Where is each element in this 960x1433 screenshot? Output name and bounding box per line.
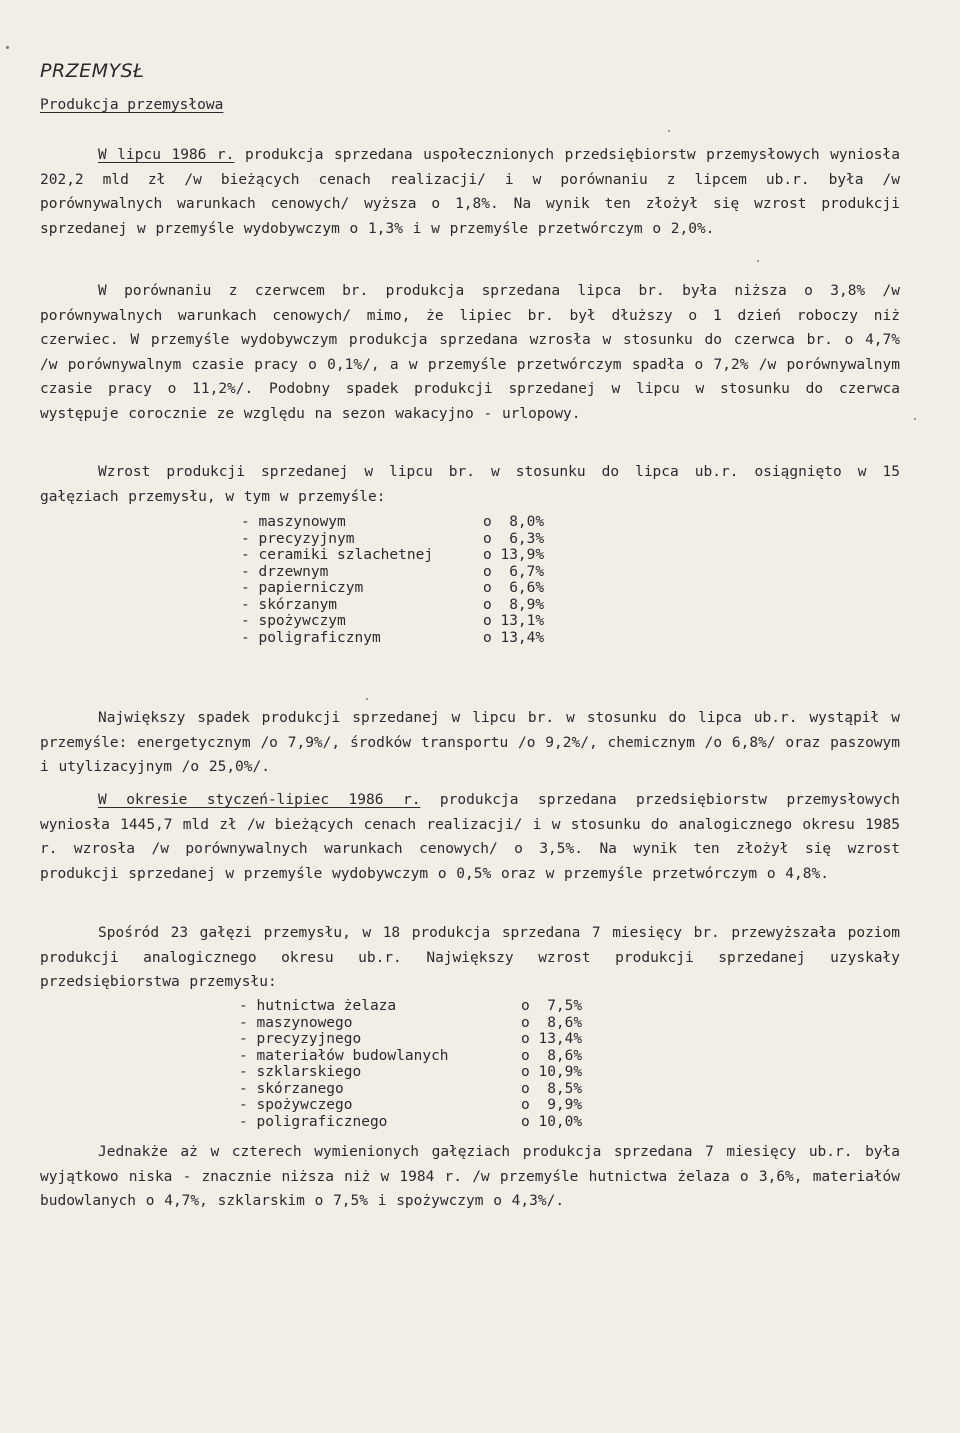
list-item-label — [241, 564, 483, 581]
list-item — [241, 514, 544, 531]
list-dash: - — [241, 530, 259, 547]
paragraph-text: produkcja sprzedana uspołecznionych przedsiębiorstw przemysłowych wyniosła 202,2 mld zł /w bieżących cenach realizacji/ i w porównaniu z lipcem ub.r. była /w porównywalnych warunkach cenowych/ wyższa o 1,8%. Na wynik ten złożył się wzrost produkcji sprzedanej w przemyśle wydobywczym o 1,3% i w przemyśle przetwórczym o 2,0%. — [40, 147, 900, 237]
paragraph-note-low-base — [40, 1140, 900, 1214]
list-item-label — [239, 1064, 521, 1081]
branch-name: materiałów budowlanych — [256, 1047, 449, 1064]
list-item — [239, 1097, 582, 1114]
branch-name: papierniczym — [258, 580, 364, 596]
scan-speck — [366, 698, 368, 700]
growth-value: o 6,6% — [483, 580, 545, 596]
branch-name: precyzyjnym — [258, 530, 355, 547]
scan-speck — [6, 46, 9, 49]
branch-name: maszynowym — [258, 514, 346, 530]
list-item — [239, 1048, 582, 1065]
paragraph-text: produkcja sprzedana przedsiębiorstw przemysłowych wyniosła 1445,7 mld zł /w bieżących cenach realizacji/ i w stosunku do analogicznego okresu 1985 r. wzrosła /w porównywalnych warunkach cenowych/ o 3,5%. Na wynik ten złożył się wzrost produkcji sprzedanej w przemyśle wydobywczym o 0,5% oraz w przemyśle przetwórczym o 4,8%. — [40, 792, 900, 882]
list-dash: - — [239, 1113, 257, 1130]
list-dash: - — [241, 596, 259, 613]
list-item — [241, 580, 544, 597]
list-item — [239, 998, 582, 1015]
growth-value: o 6,7% — [483, 563, 545, 580]
branch-name: drzewnym — [258, 563, 329, 580]
growth-value: o 7,5% — [521, 998, 583, 1014]
growth-value: o 9,9% — [521, 1097, 583, 1113]
list-item-label — [239, 1031, 521, 1048]
section-subheading: Produkcja przemysłowa — [40, 97, 224, 113]
list-dash: - — [239, 1047, 257, 1064]
list-item-label — [241, 531, 483, 548]
growth-value: o 8,6% — [521, 1014, 583, 1031]
list-item — [239, 1064, 582, 1081]
growth-value: o 8,6% — [521, 1047, 583, 1064]
list-dash: - — [241, 563, 259, 580]
branch-name: hutnictwa żelaza — [256, 998, 397, 1014]
branch-name: maszynowego — [256, 1014, 353, 1031]
list-item-label — [241, 580, 483, 597]
list-item — [241, 531, 544, 548]
list-dash: - — [239, 1064, 257, 1080]
list-item-label — [239, 1048, 521, 1065]
list-item-label — [241, 613, 483, 630]
growth-value: o 8,5% — [521, 1080, 583, 1097]
scan-speck — [914, 418, 916, 420]
paragraph-lead: W okresie styczeń-lipiec 1986 r. — [98, 792, 421, 808]
branch-name: ceramiki szlachetnej — [258, 547, 434, 563]
list-item — [241, 630, 544, 647]
branch-name: spożywczym — [258, 613, 346, 629]
paragraph-branches-intro — [40, 921, 900, 995]
paragraph-largest-decline — [40, 706, 900, 780]
paragraph-text: Największy spadek produkcji sprzedanej w lipcu br. w stosunku do lipca ub.r. wystąpił w przemyśle: energetycznym /o 7,9%/, środków transportu /o 9,2%/, chemicznym /o 6,8%/ oraz paszowym i utylizacyjnym /o 25,0%/. — [40, 710, 900, 775]
branch-name: poligraficznego — [256, 1113, 388, 1130]
list-item — [241, 547, 544, 564]
branch-name: poligraficznym — [258, 629, 381, 646]
paragraph-text: Spośród 23 gałęzi przemysłu, w 18 produkcja sprzedana 7 miesięcy br. przewyższała poziom produkcji analogicznego okresu ub.r. Największy wzrost produkcji sprzedanej uzyskały przedsiębiorstwa przemysłu: — [40, 925, 900, 990]
list-dash: - — [239, 998, 257, 1014]
growth-value: o 8,9% — [483, 596, 545, 613]
paragraph-text: Jednakże aż w czterech wymienionych gałęziach produkcja sprzedana 7 miesięcy ub.r. była wyjątkowo niska - znacznie niższa niż w 1984 r. /w przemyśle hutnictwa żelaza o 3,6%, materiałów budowlanych o 4,7%, szklarskim o 7,5% i spożywczym o 4,3%/. — [40, 1144, 900, 1209]
list-dash: - — [241, 629, 259, 646]
growth-list-july — [241, 514, 544, 646]
branch-name: skórzanym — [258, 596, 338, 613]
list-item — [241, 597, 544, 614]
list-dash: - — [241, 613, 259, 629]
list-dash: - — [241, 547, 259, 563]
list-dash: - — [241, 514, 259, 530]
growth-value: o 13,4% — [483, 629, 545, 646]
growth-value: o 13,4% — [521, 1031, 583, 1047]
growth-value: o 13,9% — [483, 547, 545, 563]
list-item — [239, 1031, 582, 1048]
list-item — [239, 1081, 582, 1098]
list-item — [239, 1114, 582, 1131]
list-item-label — [239, 1114, 521, 1131]
paragraph-june-comparison — [40, 279, 900, 426]
list-item-label — [241, 597, 483, 614]
growth-value: o 6,3% — [483, 530, 545, 547]
list-item-label — [241, 547, 483, 564]
branch-name: skórzanego — [256, 1080, 344, 1097]
scan-speck — [668, 130, 670, 132]
scan-speck — [757, 260, 759, 262]
growth-value: o 8,0% — [483, 514, 545, 530]
list-item-label — [239, 1015, 521, 1032]
paragraph-lead: W lipcu 1986 r. — [98, 147, 235, 163]
paragraph-text: W porównaniu z czerwcem br. produkcja sprzedana lipca br. była niższa o 3,8% /w porównywalnych warunkach cenowych/ mimo, że lipiec br. był dłuższy o 1 dzień roboczy niż czerwiec. W przemyśle wydobywczym produkcja sprzedana wzrosła w stosunku do czerwca br. o 4,7% /w porównywalnym czasie pracy o 0,1%/, a w przemyśle przetwórczym spadła o 7,2% /w porównywalnym czasie pracy o 11,2%/. Podobny spadek produkcji sprzedanej w lipcu w stosunku do czerwca występuje corocznie ze względu na sezon wakacyjno - urlopowy. — [40, 283, 900, 422]
growth-value: o 13,1% — [483, 613, 545, 629]
paragraph-july-summary — [40, 143, 900, 241]
list-item-label — [239, 1081, 521, 1098]
paragraph-growth-intro — [40, 460, 900, 509]
list-dash: - — [239, 1014, 257, 1031]
branch-name: precyzyjnego — [256, 1031, 362, 1047]
list-item — [241, 613, 544, 630]
list-item-label — [239, 998, 521, 1015]
section-heading: PRZEMYSŁ — [40, 60, 145, 82]
growth-value: o 10,0% — [521, 1113, 583, 1130]
list-dash: - — [241, 580, 259, 596]
branch-name: szklarskiego — [256, 1064, 362, 1080]
list-item-label — [241, 630, 483, 647]
growth-value: o 10,9% — [521, 1064, 583, 1080]
branch-name: spożywczego — [256, 1097, 353, 1113]
list-item-label — [241, 514, 483, 531]
paragraph-period-summary — [40, 788, 900, 886]
paragraph-text: Wzrost produkcji sprzedanej w lipcu br. w stosunku do lipca ub.r. osiągnięto w 15 gałęziach przemysłu, w tym w przemyśle: — [40, 464, 900, 505]
list-dash: - — [239, 1097, 257, 1113]
list-dash: - — [239, 1031, 257, 1047]
list-item — [241, 564, 544, 581]
growth-list-period — [239, 998, 582, 1130]
list-dash: - — [239, 1080, 257, 1097]
list-item — [239, 1015, 582, 1032]
list-item-label — [239, 1097, 521, 1114]
